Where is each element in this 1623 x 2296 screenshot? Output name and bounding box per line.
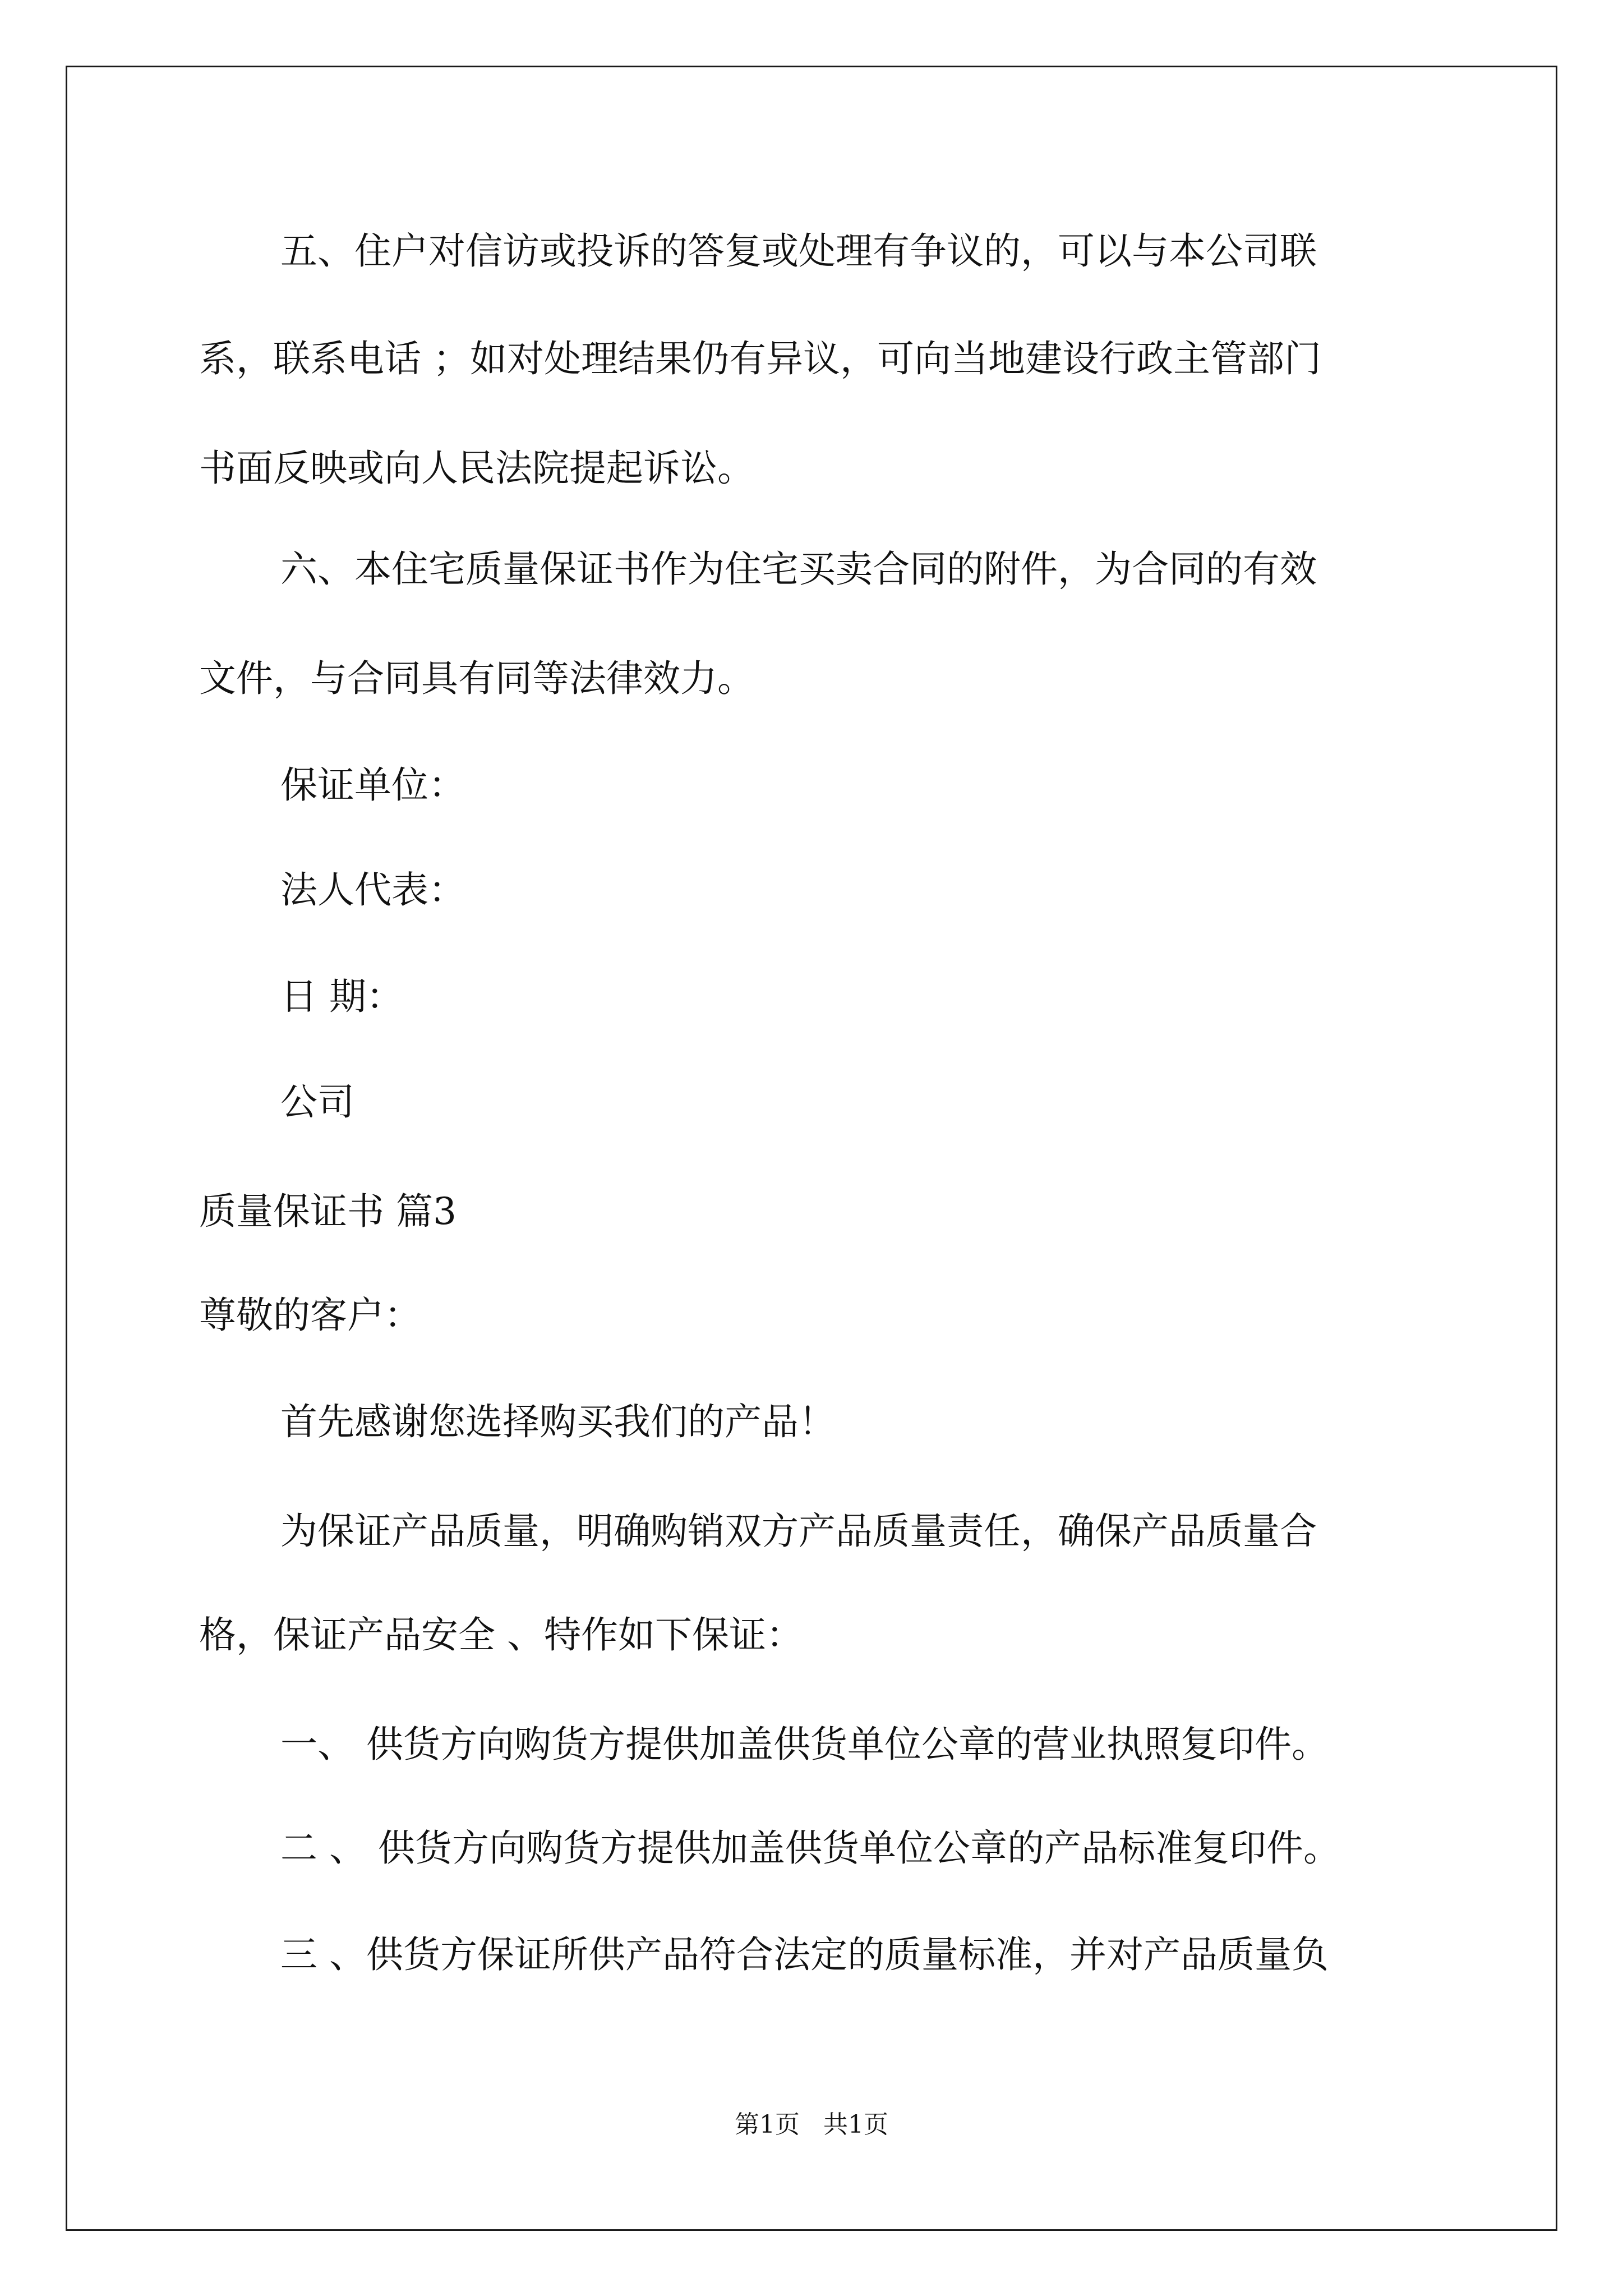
- paragraph-line: 书面反映或向人民法院提起诉讼。: [199, 447, 754, 490]
- paragraph-line: 系，联系电话 ；如对处理结果仍有异议，可向当地建设行政主管部门: [199, 337, 1321, 380]
- list-item: 二 、 供货方向购货方提供加盖供货单位公章的产品标准复印件。: [280, 1826, 1340, 1870]
- legal-representative-label: 法人代表：: [280, 868, 465, 912]
- date-label: 日 期：: [280, 975, 403, 1018]
- paragraph-line: 为保证产品质量，明确购销双方产品质量责任，确保产品质量合: [280, 1510, 1317, 1553]
- list-item: 三 、供货方保证所供产品符合法定的质量标准，并对产品质量负: [280, 1933, 1329, 1976]
- company-label: 公司: [280, 1080, 354, 1124]
- list-item: 一、 供货方向购货方提供加盖供货单位公章的营业执照复印件。: [280, 1723, 1329, 1766]
- page-border: [66, 66, 1557, 2231]
- paragraph-line: 首先感谢您选择购买我们的产品！: [280, 1400, 836, 1443]
- paragraph-line: 五、住户对信访或投诉的答复或处理有争议的，可以与本公司联: [280, 229, 1317, 273]
- paragraph-line: 格，保证产品安全 、特作如下保证：: [199, 1613, 803, 1657]
- salutation: 尊敬的客户：: [199, 1294, 421, 1337]
- paragraph-line: 六、本住宅质量保证书作为住宅买卖合同的附件，为合同的有效: [280, 547, 1317, 591]
- guarantor-label: 保证单位：: [280, 763, 465, 807]
- section-heading: 质量保证书 篇3: [199, 1190, 457, 1233]
- page-footer: 第1页 共1页: [735, 2110, 888, 2139]
- paragraph-line: 文件，与合同具有同等法律效力。: [199, 657, 754, 700]
